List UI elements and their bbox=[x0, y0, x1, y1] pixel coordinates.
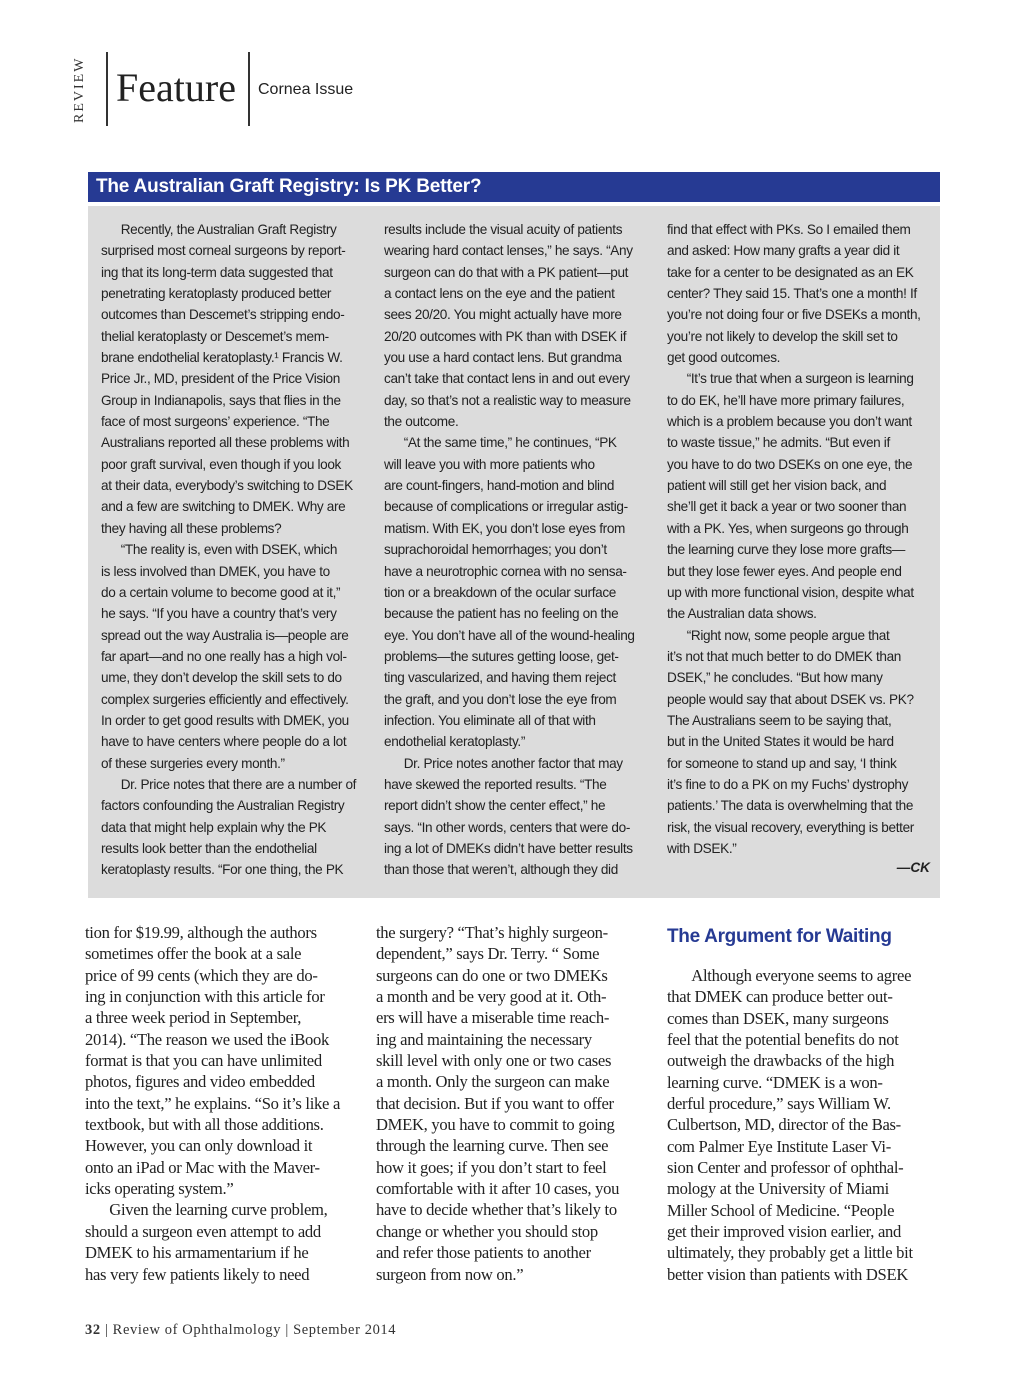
text-line: “At the same time,” he continues, “PK bbox=[384, 435, 617, 451]
text-line: thelial keratoplasty or Descemet’s mem- bbox=[101, 328, 329, 344]
text-line: Given the learning curve problem, bbox=[85, 1200, 328, 1220]
text-line: people would say that about DSEK vs. PK? bbox=[667, 691, 914, 707]
text-line: mology at the University of Miami bbox=[667, 1179, 889, 1199]
text-line: change or whether you should stop bbox=[376, 1221, 598, 1241]
text-line: how it goes; if you don’t start to feel bbox=[376, 1157, 607, 1177]
text-line: should a surgeon even attempt to add bbox=[85, 1221, 321, 1241]
text-line: a month. Only the surgeon can make bbox=[376, 1072, 610, 1092]
text-line: day, so that’s not a realistic way to measure bbox=[384, 392, 631, 408]
subheading: The Argument for Waiting bbox=[667, 926, 892, 947]
text-line: 2014). “The reason we used the iBook bbox=[85, 1029, 330, 1049]
text-line: you’re not likely to develop the skill set to bbox=[667, 328, 898, 344]
sidebar-column-2 bbox=[384, 219, 654, 881]
review-label: REVIEW bbox=[72, 56, 87, 124]
text-line: results look better than the endothelial bbox=[101, 840, 317, 856]
text-line: the outcome. bbox=[384, 414, 459, 430]
text-line: because the patient has no feeling on the bbox=[384, 606, 619, 622]
text-line: you’re not doing four or five DSEKs a month, bbox=[667, 307, 921, 323]
text-line: a three week period in September, bbox=[85, 1008, 302, 1028]
text-line: better vision than patients with DSEK bbox=[667, 1264, 908, 1284]
text-line: In order to get good results with DMEK, you bbox=[101, 712, 349, 728]
issue-label: Cornea Issue bbox=[258, 81, 354, 98]
text-line: derful procedure,” says William W. bbox=[667, 1094, 891, 1114]
text-line: sion Center and professor of ophthal- bbox=[667, 1158, 904, 1178]
text-line: problems—the sutures getting loose, get- bbox=[384, 648, 619, 664]
text-line: he says. “If you have a country that’s very bbox=[101, 606, 337, 622]
text-line: find that effect with PKs. So I emailed them bbox=[667, 222, 911, 237]
header-divider bbox=[106, 52, 108, 126]
footer-separator: | bbox=[285, 1322, 294, 1338]
text-line: you use a hard contact lens. But grandma bbox=[384, 350, 622, 366]
text-line: far apart—and no one really has a high vol- bbox=[101, 648, 347, 664]
text-line: ultimately, they probably get a little bit bbox=[667, 1243, 913, 1263]
text-line: through the learning curve. Then see bbox=[376, 1136, 609, 1156]
issue-date: September 2014 bbox=[293, 1322, 397, 1338]
text-line: DSEK,” he concludes. “But how many bbox=[667, 670, 883, 686]
text-line: ing and maintaining the necessary bbox=[376, 1029, 592, 1049]
text-line: into the text,” he explains. “So it’s like a bbox=[85, 1093, 341, 1113]
text-line: can’t take that contact lens in and out every bbox=[384, 371, 630, 387]
text-line: report didn’t show the center effect,” he bbox=[384, 798, 606, 814]
text-line: the learning curve they lose more grafts— bbox=[667, 542, 906, 558]
text-line: Although everyone seems to agree bbox=[667, 966, 912, 985]
text-line: Dr. Price notes that there are a number of bbox=[101, 776, 357, 792]
text-line: risk, the visual recovery, everything is better bbox=[667, 819, 914, 835]
sidebar-title-gap bbox=[88, 202, 940, 206]
text-line: are count-fingers, hand-motion and blind bbox=[384, 478, 615, 494]
text-line: the Australian data shows. bbox=[667, 606, 817, 622]
text-line: outweigh the drawbacks of the high bbox=[667, 1051, 895, 1071]
text-line: she’ll get it back a year or two sooner than bbox=[667, 499, 907, 515]
text-line: matism. With EK, you don’t lose eyes from bbox=[384, 520, 625, 536]
text-line: 20/20 outcomes with PK than with DSEK if bbox=[384, 328, 627, 344]
text-line: the surgery? “That’s highly surgeon- bbox=[376, 923, 608, 942]
text-line: ting vascularized, and having them reject bbox=[384, 670, 616, 686]
text-line: “It’s true that when a surgeon is learning bbox=[667, 371, 914, 387]
text-line: suprachoroidal hemorrhages; you don’t bbox=[384, 542, 607, 558]
text-line: has very few patients likely to need bbox=[85, 1264, 310, 1284]
text-line: tion for $19.99, although the authors bbox=[85, 923, 317, 942]
text-line: have skewed the reported results. “The bbox=[384, 776, 607, 792]
publication-name: Review of Ophthalmology bbox=[112, 1322, 282, 1338]
text-line: to waste tissue,” he admits. “But even if bbox=[667, 435, 890, 451]
text-line: Miller School of Medicine. “People bbox=[667, 1200, 895, 1220]
text-line: wearing hard contact lenses,” he says. “Any bbox=[384, 243, 633, 259]
text-line: penetrating keratoplasty produced better bbox=[101, 286, 332, 302]
text-line: get their improved vision earlier, and bbox=[667, 1222, 901, 1242]
text-line: Recently, the Australian Graft Registry bbox=[101, 222, 337, 237]
text-line: “The reality is, even with DSEK, which bbox=[101, 542, 338, 558]
text-line: comfortable with it after 10 cases, you bbox=[376, 1179, 620, 1199]
text-line: and a few are switching to DMEK. Why are bbox=[101, 499, 346, 515]
text-line: it’s not that much better to do DMEK than bbox=[667, 648, 901, 664]
text-line: up with more functional vision, despite what bbox=[667, 584, 914, 600]
text-line: surgeon from now on.” bbox=[376, 1264, 524, 1284]
text-line: it’s fine to do a PK on my Fuchs’ dystrophy bbox=[667, 776, 909, 792]
text-line: patients.’ The data is overwhelming that the bbox=[667, 798, 914, 814]
header-divider bbox=[248, 52, 250, 126]
text-line: textbook, but with all those additions. bbox=[85, 1115, 324, 1135]
text-line: and refer those patients to another bbox=[376, 1243, 591, 1263]
text-line: that DMEK can produce better out- bbox=[667, 987, 893, 1007]
text-line: surgeon can do that with a PK patient—put bbox=[384, 264, 629, 280]
text-line: Price Jr., MD, president of the Price Vision bbox=[101, 371, 340, 387]
text-line: but in the United States it would be hard bbox=[667, 734, 894, 750]
page-footer bbox=[85, 1320, 396, 1340]
text-line: take for a center to be designated as an EK bbox=[667, 264, 914, 280]
text-line: brane endothelial keratoplasty.¹ Francis W. bbox=[101, 350, 343, 366]
text-line: at their data, everybody’s switching to DSEK bbox=[101, 478, 353, 494]
text-line: will leave you with more patients who bbox=[384, 456, 595, 472]
text-line: than those that weren’t, although they did bbox=[384, 862, 618, 878]
text-line: data that might help explain why the PK bbox=[101, 819, 327, 835]
text-line: results include the visual acuity of patients bbox=[384, 222, 623, 237]
text-line: complex surgeries efficiently and effectively. bbox=[101, 691, 349, 707]
text-line: a month and be very good at it. Oth- bbox=[376, 987, 607, 1007]
text-line: with DSEK.” bbox=[667, 840, 737, 856]
text-line: face of most surgeons’ experience. “The bbox=[101, 414, 330, 430]
text-line: get good outcomes. bbox=[667, 350, 781, 366]
text-line: surgeons can do one or two DMEKs bbox=[376, 965, 608, 985]
text-line: outcomes than Descemet’s stripping endo- bbox=[101, 307, 345, 323]
body-column-2 bbox=[376, 922, 666, 1285]
text-line: sees 20/20. You might actually have more bbox=[384, 307, 622, 323]
body-column-1 bbox=[85, 922, 375, 1285]
sidebar-column-3 bbox=[667, 219, 937, 859]
body-column-3 bbox=[667, 965, 957, 1285]
sidebar-column-1 bbox=[101, 219, 371, 881]
text-line: infection. You eliminate all of that with bbox=[384, 712, 596, 728]
text-line: of these surgeries every month.” bbox=[101, 755, 285, 771]
text-line: with a PK. Yes, when surgeons go through bbox=[667, 520, 909, 536]
sidebar-signature: —CK bbox=[896, 860, 930, 875]
text-line: ing that its long-term data suggested that bbox=[101, 264, 333, 280]
footer-separator: | bbox=[104, 1322, 113, 1338]
text-line: DMEK, you have to commit to going bbox=[376, 1115, 615, 1135]
text-line: that decision. But if you want to offer bbox=[376, 1093, 614, 1113]
text-line: Group in Indianapolis, says that flies in the bbox=[101, 392, 341, 408]
text-line: patient will still get her vision back, and bbox=[667, 478, 887, 494]
text-line: ers will have a miserable time reach- bbox=[376, 1008, 610, 1028]
text-line: they having all these problems? bbox=[101, 520, 282, 536]
text-line: to do EK, he’ll have more primary failures, bbox=[667, 392, 905, 408]
text-line: have a neurotrophic cornea with no sensa- bbox=[384, 563, 627, 579]
text-line: com Palmer Eye Institute Laser Vi- bbox=[667, 1136, 891, 1156]
text-line: center? They said 15. That’s one a month! If bbox=[667, 286, 917, 302]
text-line: keratoplasty results. “For one thing, the PK bbox=[101, 862, 344, 878]
text-line: for someone to stand up and say, ‘I think bbox=[667, 755, 897, 771]
text-line: eye. You don’t have all of the wound-healing bbox=[384, 627, 635, 643]
text-line: do a certain volume to become good at it,” bbox=[101, 584, 341, 600]
text-line: but they lose fewer eyes. And people end bbox=[667, 563, 902, 579]
text-line: the graft, and you don’t lose the eye from bbox=[384, 691, 617, 707]
text-line: tion or a breakdown of the ocular surface bbox=[384, 584, 616, 600]
text-line: Dr. Price notes another factor that may bbox=[384, 755, 623, 771]
text-line: and asked: How many grafts a year did it bbox=[667, 243, 900, 259]
text-line: spread out the way Australia is—people are bbox=[101, 627, 349, 643]
text-line: Australians reported all these problems with bbox=[101, 435, 350, 451]
text-line: “Right now, some people argue that bbox=[667, 627, 890, 643]
text-line: Culbertson, MD, director of the Bas- bbox=[667, 1115, 901, 1135]
text-line: However, you can only download it bbox=[85, 1136, 313, 1156]
text-line: comes than DSEK, many surgeons bbox=[667, 1008, 889, 1028]
text-line: is less involved than DMEK, you have to bbox=[101, 563, 330, 579]
text-line: photos, figures and video embedded bbox=[85, 1072, 315, 1092]
text-line: DMEK to his armamentarium if he bbox=[85, 1243, 309, 1263]
text-line: The Australians seem to be saying that, bbox=[667, 712, 892, 728]
text-line: learning curve. “DMEK is a won- bbox=[667, 1072, 883, 1092]
text-line: dependent,” says Dr. Terry. “ Some bbox=[376, 944, 600, 964]
text-line: because of complications or irregular astig- bbox=[384, 499, 628, 515]
text-line: onto an iPad or Mac with the Maver- bbox=[85, 1157, 320, 1177]
text-line: surprised most corneal surgeons by report- bbox=[101, 243, 346, 259]
text-line: have to have centers where people do a lot bbox=[101, 734, 347, 750]
text-line: poor graft survival, even though if you look bbox=[101, 456, 342, 472]
text-line: which is a problem because you don’t want bbox=[667, 414, 912, 430]
text-line: skill level with only one or two cases bbox=[376, 1051, 612, 1071]
text-line: you have to do two DSEKs on one eye, the bbox=[667, 456, 913, 472]
text-line: factors confounding the Australian Registry bbox=[101, 798, 345, 814]
text-line: format is that you can have unlimited bbox=[85, 1051, 322, 1071]
text-line: sometimes offer the book at a sale bbox=[85, 944, 302, 964]
text-line: price of 99 cents (which they are do- bbox=[85, 965, 318, 985]
text-line: a contact lens on the eye and the patient bbox=[384, 286, 615, 302]
text-line: says. “In other words, centers that were do- bbox=[384, 819, 631, 835]
text-line: icks operating system.” bbox=[85, 1179, 234, 1199]
text-line: feel that the potential benefits do not bbox=[667, 1030, 899, 1050]
text-line: have to decide whether that’s likely to bbox=[376, 1200, 617, 1220]
text-line: ing in conjunction with this article for bbox=[85, 987, 325, 1007]
text-line: ume, they don’t develop the skill sets to do bbox=[101, 670, 342, 686]
page-number: 32 bbox=[85, 1322, 101, 1338]
text-line: ing a lot of DMEKs didn’t have better results bbox=[384, 840, 633, 856]
section-title: Feature bbox=[116, 65, 236, 110]
text-line: endothelial keratoplasty.” bbox=[384, 734, 526, 750]
sidebar-title: The Australian Graft Registry: Is PK Better? bbox=[96, 176, 482, 197]
